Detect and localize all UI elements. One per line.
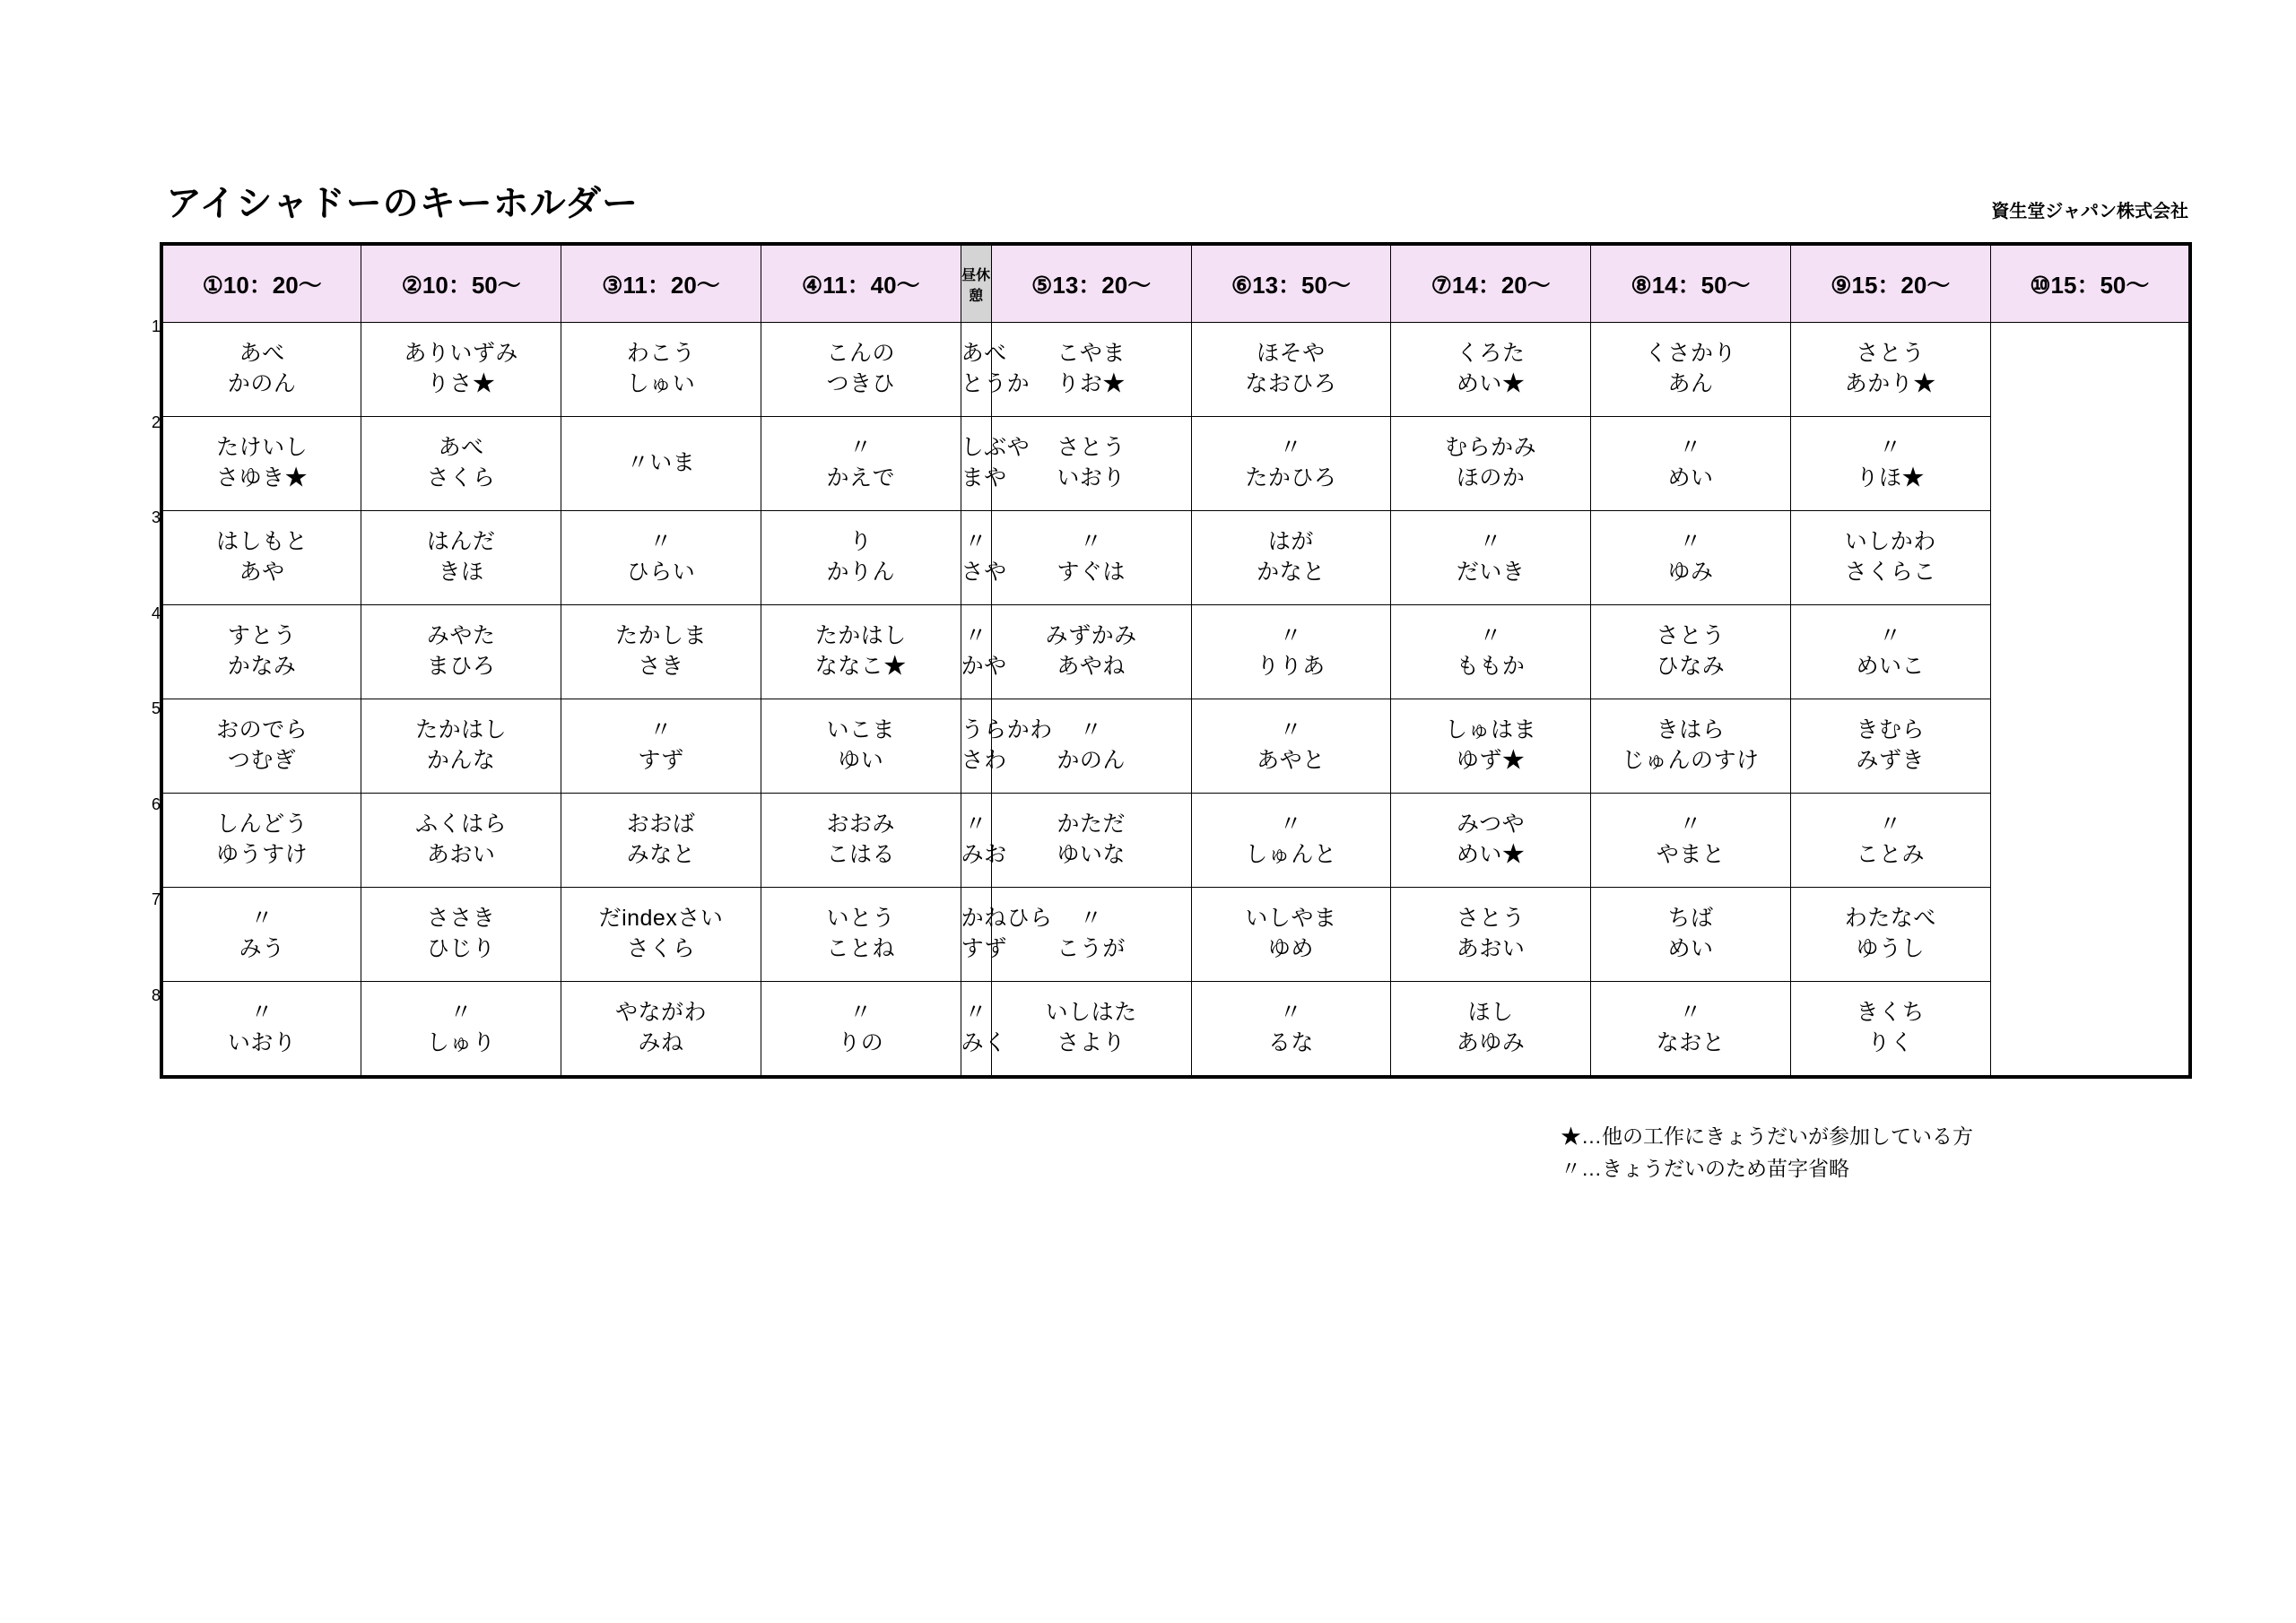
- cell-r2-c5: しぶや まや: [961, 417, 991, 511]
- cell-r1-c5: あべ とうか: [961, 323, 991, 417]
- cell-r2-c2: あべ さくら: [361, 417, 561, 511]
- cell-r5-c1: おのでら つむぎ: [161, 699, 361, 794]
- cell-r8-c3: やながわ みね: [561, 982, 761, 1078]
- company-name: 資生堂ジャパン株式会社: [1991, 202, 2188, 221]
- cell-r8-c1: 〃 いおり: [161, 982, 361, 1078]
- cell-r6-c10: 〃 ことみ: [1790, 794, 1990, 888]
- cell-r1-c3: わこう しゅい: [561, 323, 761, 417]
- cell-r7-c6: 〃 こうが: [991, 888, 1191, 982]
- row-number: 8: [151, 985, 161, 1004]
- table-row: [161, 605, 2190, 699]
- lunch-break-label: 昼休憩: [961, 267, 991, 304]
- cell-r6-c7: 〃 しゅんと: [1191, 794, 1391, 888]
- cell-r6-c5: 〃 みお: [961, 794, 991, 888]
- cell-r2-c10: 〃 りほ★: [1790, 417, 1990, 511]
- column-header-c7: ⑦14：20〜: [1391, 244, 1591, 323]
- cell-r2-c7: 〃 たかひろ: [1191, 417, 1391, 511]
- cell-r3-c5: 〃 さや: [961, 511, 991, 605]
- legend-star: ★…他の工作にきょうだいが参加している方: [1561, 1124, 1973, 1148]
- cell-r8-c7: 〃 るな: [1191, 982, 1391, 1078]
- cell-r4-c7: 〃 りりあ: [1191, 605, 1391, 699]
- row-number: 1: [151, 317, 161, 335]
- cell-r5-c9: きはら じゅんのすけ: [1591, 699, 1791, 794]
- cell-r1-c10: さとう あかり★: [1790, 323, 1990, 417]
- cell-r8-c2: 〃 しゅり: [361, 982, 561, 1078]
- column-header-c2: ②10：50〜: [361, 244, 561, 323]
- column-header-c1: ①10：20〜: [161, 244, 361, 323]
- table-header-row: [161, 244, 2190, 323]
- cell-r4-c6: みずかみ あやね: [991, 605, 1191, 699]
- table-row: [161, 417, 2190, 511]
- cell-r3-c2: はんだ きほ: [361, 511, 561, 605]
- cell-r2-c3: 〃いま: [561, 417, 761, 511]
- schedule-table: [160, 242, 2192, 1079]
- cell-r2-c6: さとう いおり: [991, 417, 1191, 511]
- cell-r7-c2: ささき ひじり: [361, 888, 561, 982]
- cell-r6-c1: しんどう ゆうすけ: [161, 794, 361, 888]
- cell-r5-c10: きむら みずき: [1790, 699, 1990, 794]
- cell-r4-c1: すとう かなみ: [161, 605, 361, 699]
- cell-r7-c10: わたなべ ゆうし: [1790, 888, 1990, 982]
- row-number-gutter: [139, 318, 161, 1082]
- cell-r5-c7: 〃 あやと: [1191, 699, 1391, 794]
- cell-r3-c8: 〃 だいき: [1391, 511, 1591, 605]
- column-header-c8: ⑧14：50〜: [1591, 244, 1791, 323]
- cell-r8-c4: 〃 りの: [761, 982, 961, 1078]
- cell-r1-c2: ありいずみ りさ★: [361, 323, 561, 417]
- cell-r6-c3: おおば みなと: [561, 794, 761, 888]
- cell-r7-c4: いとう ことね: [761, 888, 961, 982]
- cell-r1-c6: こやま りお★: [991, 323, 1191, 417]
- cell-r3-c3: 〃 ひらい: [561, 511, 761, 605]
- row-number: 2: [151, 412, 161, 431]
- cell-r2-c8: むらかみ ほのか: [1391, 417, 1591, 511]
- cell-r4-c9: さとう ひなみ: [1591, 605, 1791, 699]
- cell-r8-c6: いしはた さより: [991, 982, 1191, 1078]
- column-header-c4: ④11：40〜: [761, 244, 961, 323]
- cell-r7-c7: いしやま ゆめ: [1191, 888, 1391, 982]
- cell-r8-c8: ほし あゆみ: [1391, 982, 1591, 1078]
- cell-r5-c5: うらかわ さわ: [961, 699, 991, 794]
- cell-r5-c3: 〃 すず: [561, 699, 761, 794]
- cell-r6-c9: 〃 やまと: [1591, 794, 1791, 888]
- cell-r6-c2: ふくはら あおい: [361, 794, 561, 888]
- cell-r3-c7: はが かなと: [1191, 511, 1391, 605]
- cell-r2-c1: たけいし さゆき★: [161, 417, 361, 511]
- cell-r8-c9: 〃 なおと: [1591, 982, 1791, 1078]
- cell-r5-c2: たかはし かんな: [361, 699, 561, 794]
- column-header-c10: ⑩15：50〜: [1990, 244, 2190, 323]
- cell-r3-c10: いしかわ さくらこ: [1790, 511, 1990, 605]
- cell-r1-c1: あべ かのん: [161, 323, 361, 417]
- cell-r7-c1: 〃 みう: [161, 888, 361, 982]
- table-row: [161, 888, 2190, 982]
- lunch-break-column: [961, 244, 991, 323]
- cell-r6-c4: おおみ こはる: [761, 794, 961, 888]
- schedule-table-wrap: [160, 242, 2192, 1079]
- page-title: アイシャドーのキーホルダー: [166, 184, 639, 223]
- table-row: [161, 699, 2190, 794]
- cell-r3-c4: り かりん: [761, 511, 961, 605]
- cell-r2-c9: 〃 めい: [1591, 417, 1791, 511]
- table-row: [161, 323, 2190, 417]
- cell-r4-c3: たかしま さき: [561, 605, 761, 699]
- cell-r3-c1: はしもと あや: [161, 511, 361, 605]
- cell-r1-c7: ほそや なおひろ: [1191, 323, 1391, 417]
- column-header-c5: ⑤13：20〜: [991, 244, 1191, 323]
- cell-r7-c8: さとう あおい: [1391, 888, 1591, 982]
- cell-r5-c4: いこま ゆい: [761, 699, 961, 794]
- table-row: [161, 794, 2190, 888]
- schedule-table-body: [161, 323, 2190, 1078]
- cell-r3-c6: 〃 すぐは: [991, 511, 1191, 605]
- column-header-c9: ⑨15：20〜: [1790, 244, 1990, 323]
- cell-r5-c6: 〃 かのん: [991, 699, 1191, 794]
- cell-r1-c4: こんの つきひ: [761, 323, 961, 417]
- legend: [1561, 1121, 1973, 1185]
- cell-r7-c9: ちば めい: [1591, 888, 1791, 982]
- cell-r4-c5: 〃 かや: [961, 605, 991, 699]
- legend-ditto: 〃…きょうだいのため苗字省略: [1561, 1156, 1849, 1180]
- cell-r6-c6: かただ ゆいな: [991, 794, 1191, 888]
- column-header-c3: ③11：20〜: [561, 244, 761, 323]
- cell-r1-c9: くさかり あん: [1591, 323, 1791, 417]
- cell-r4-c8: 〃 ももか: [1391, 605, 1591, 699]
- cell-r4-c10: 〃 めいこ: [1790, 605, 1990, 699]
- cell-r1-c8: くろた めい★: [1391, 323, 1591, 417]
- cell-r4-c2: みやた まひろ: [361, 605, 561, 699]
- cell-r8-c5: 〃 みく: [961, 982, 991, 1078]
- cell-r7-c5: かねひら すず: [961, 888, 991, 982]
- title-row: [166, 175, 2188, 226]
- cell-r2-c4: 〃 かえで: [761, 417, 961, 511]
- cell-r5-c8: しゅはま ゆず★: [1391, 699, 1591, 794]
- row-number: 7: [151, 890, 161, 908]
- cell-r3-c9: 〃 ゆみ: [1591, 511, 1791, 605]
- row-number: 3: [151, 508, 161, 526]
- cell-r4-c4: たかはし ななこ★: [761, 605, 961, 699]
- table-row: [161, 982, 2190, 1078]
- table-row: [161, 511, 2190, 605]
- row-number: 6: [151, 794, 161, 813]
- column-header-c6: ⑥13：50〜: [1191, 244, 1391, 323]
- cell-r8-c10: きくち りく: [1790, 982, 1990, 1078]
- row-number: 5: [151, 699, 161, 717]
- cell-r6-c8: みつや めい★: [1391, 794, 1591, 888]
- row-number: 4: [151, 603, 161, 622]
- cell-r7-c3: だindexさい さくら: [561, 888, 761, 982]
